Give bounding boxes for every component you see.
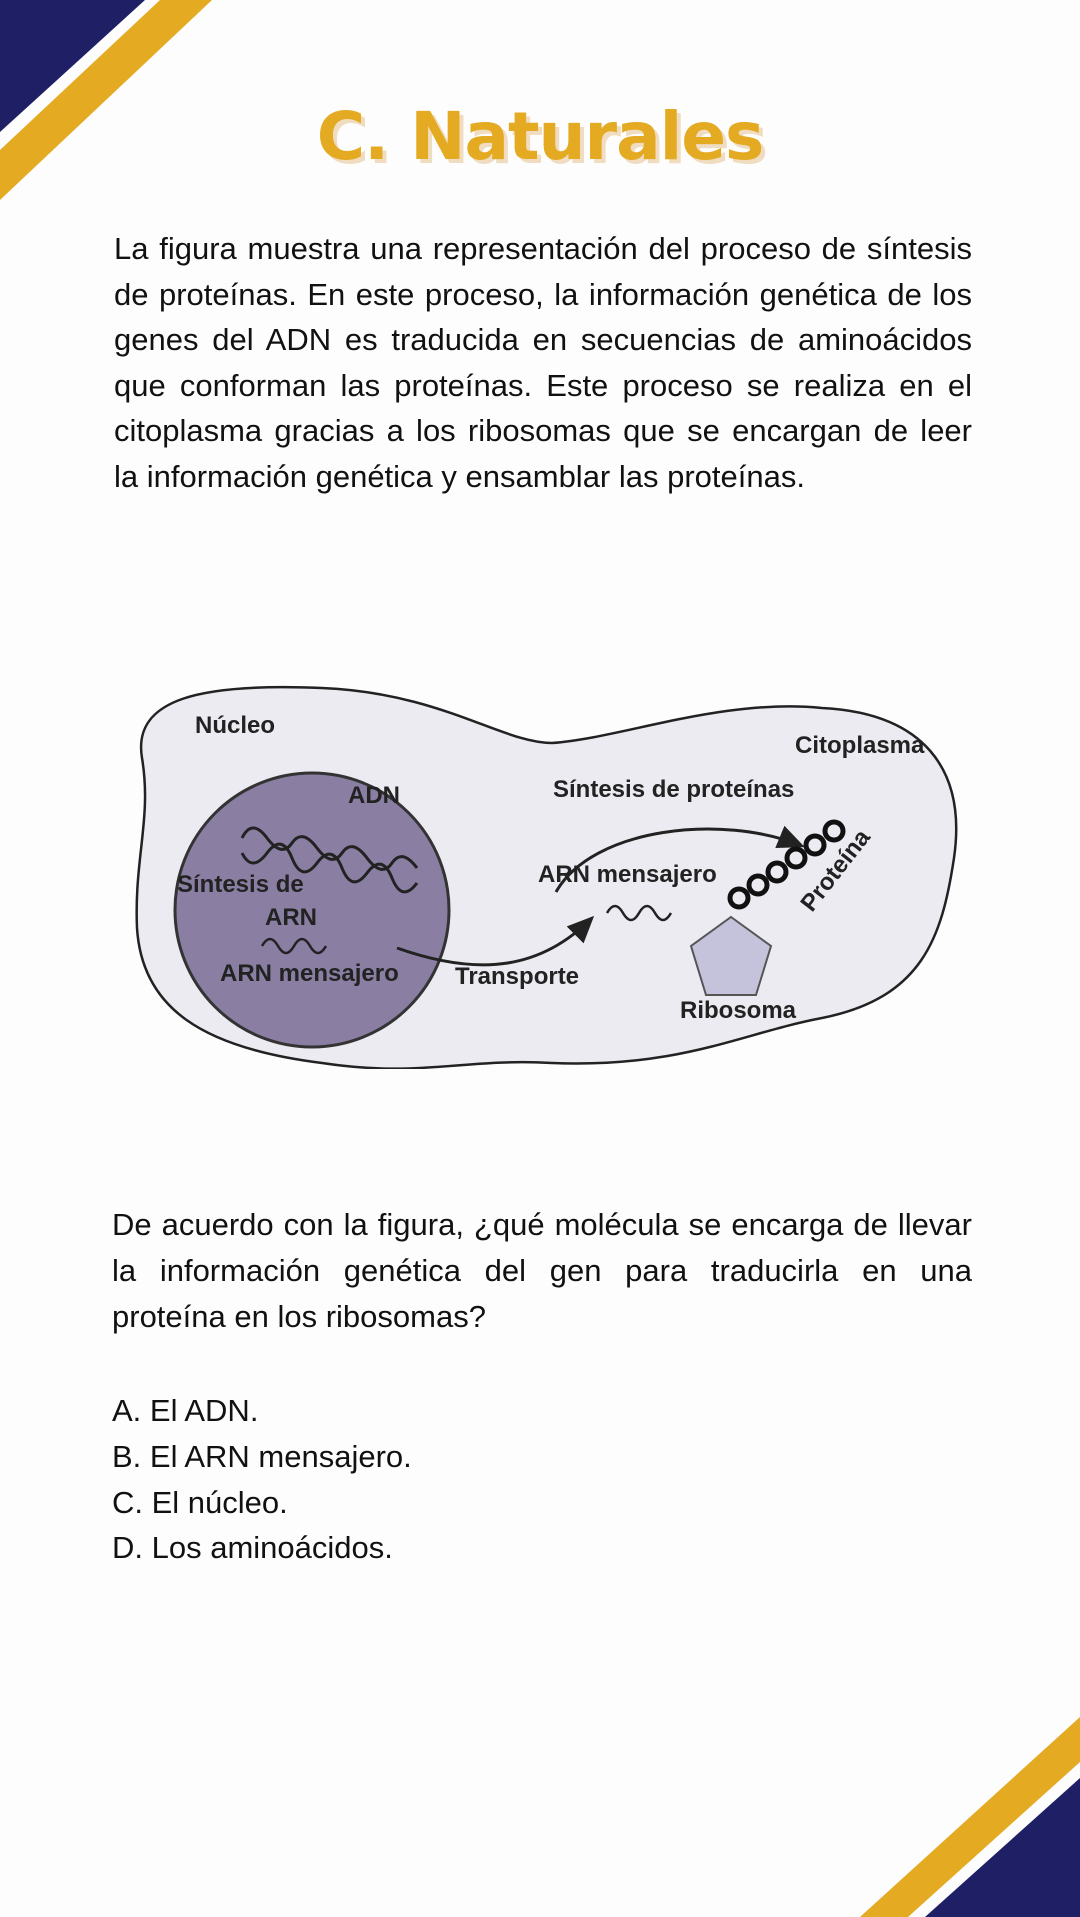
label-protein: Proteína bbox=[795, 824, 876, 917]
option-a[interactable]: A. El ADN. bbox=[112, 1393, 259, 1428]
label-transport: Transporte bbox=[455, 963, 580, 990]
protein-synthesis-diagram bbox=[122, 678, 965, 1069]
label-rna-synthesis: Síntesis de bbox=[177, 871, 304, 898]
option-d[interactable]: D. Los aminoácidos. bbox=[112, 1530, 393, 1566]
label-mrna-nucleus: ARN mensajero bbox=[220, 960, 399, 987]
option-c[interactable]: C. El núcleo. bbox=[112, 1484, 288, 1520]
label-dna: ADN bbox=[348, 782, 400, 809]
intro-paragraph: La figura muestra una representación del proceso de síntesis de proteínas. En este proceso, la información genética de los genes del ADN es traducida en secuencias de aminoácidos que conforman las proteínas. Este proceso se realiza en el citoplasma gracias a los ribosomas que se encargan de leer la información genética y ensamblar las proteínas. bbox=[114, 231, 972, 494]
option-b[interactable]: B. El ARN mensajero. bbox=[112, 1438, 412, 1474]
label-nucleus: Núcleo bbox=[195, 712, 276, 739]
question-text: De acuerdo con la figura, ¿qué molécula se encarga de llevar la información genética del gen para traducirla en una proteína en los ribosomas? bbox=[112, 1207, 972, 1334]
page-title: C. Naturales bbox=[316, 98, 764, 175]
answer-options bbox=[112, 1388, 412, 1571]
label-cytoplasm: Citoplasma bbox=[795, 732, 925, 759]
label-ribosome: Ribosoma bbox=[680, 997, 797, 1024]
label-mrna-cytoplasm: ARN mensajero bbox=[538, 861, 717, 888]
label-rna: ARN bbox=[265, 904, 317, 931]
label-protein-synthesis: Síntesis de proteínas bbox=[553, 776, 795, 803]
